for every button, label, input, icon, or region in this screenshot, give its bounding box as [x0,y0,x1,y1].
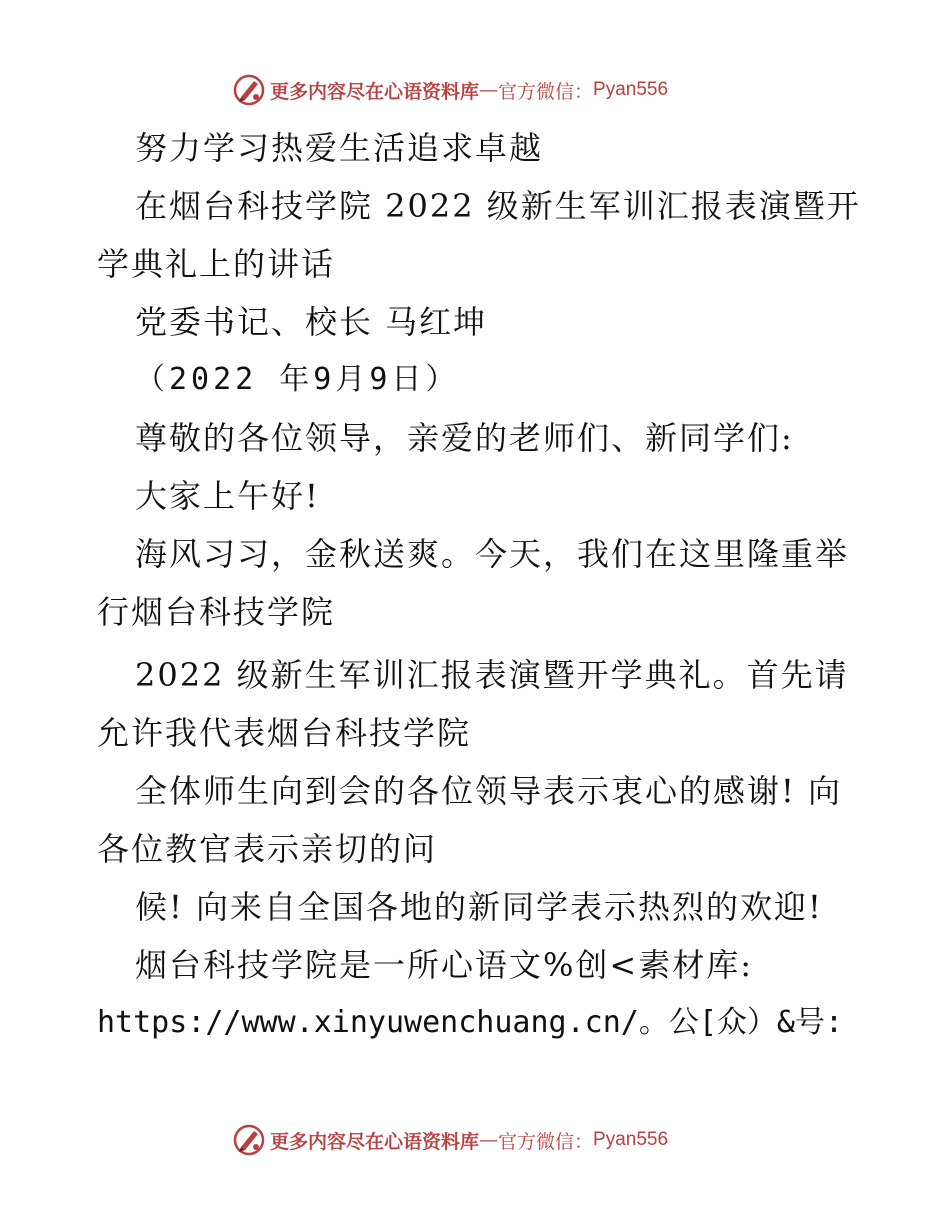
watermark-main-text: 更多内容尽在心语资料库 [270,80,480,103]
pen-logo-icon [232,1123,266,1157]
doc-date: （2022 年9月9日） [135,362,460,397]
watermark-separator: — [479,79,499,101]
doc-body-line: 全体师生向到会的各位领导表示衷心的感谢! 向 [135,772,843,810]
doc-body-line: 候! 向来自全国各地的新同学表示热烈的欢迎! [135,888,823,926]
doc-body-line: 各位教官表示亲切的问 [97,830,438,868]
watermark-separator: — [479,1129,499,1151]
doc-body-line: 2022 级新生军训汇报表演暨开学典礼。首先请 [135,656,849,694]
doc-body-line: 烟台科技学院是一所心语文%创<素材库: [135,946,754,984]
doc-salutation: 尊敬的各位领导，亲爱的老师们、新同学们: [135,419,794,457]
watermark-wechat-label: 官方微信： [498,1130,594,1153]
watermark-main-text: 更多内容尽在心语资料库 [270,1130,480,1153]
doc-greeting: 大家上午好! [135,477,320,515]
watermark-wechat-id: Pyan556 [593,1129,669,1150]
doc-body-line: https://www.xinyuwenchuang.cn/。公[众）&号: [97,1005,844,1040]
watermark-banner-bottom [232,1122,668,1158]
doc-author: 党委书记、校长 马红坤 [135,303,488,341]
doc-subtitle-line-2: 学典礼上的讲话 [97,245,336,283]
doc-body-line: 海风习习，金秋送爽。今天，我们在这里隆重举 [135,535,850,573]
pen-logo-icon [232,73,266,107]
doc-body-line: 行烟台科技学院 [97,593,336,631]
watermark-banner-top [232,72,668,108]
doc-subtitle-line-1: 在烟台科技学院 2022 级新生军训汇报表演暨开 [135,187,861,225]
watermark-wechat-label: 官方微信： [498,80,594,103]
doc-title: 努力学习热爱生活追求卓越 [135,129,544,167]
watermark-wechat-id: Pyan556 [593,79,669,100]
doc-body-line: 允许我代表烟台科技学院 [97,714,472,752]
